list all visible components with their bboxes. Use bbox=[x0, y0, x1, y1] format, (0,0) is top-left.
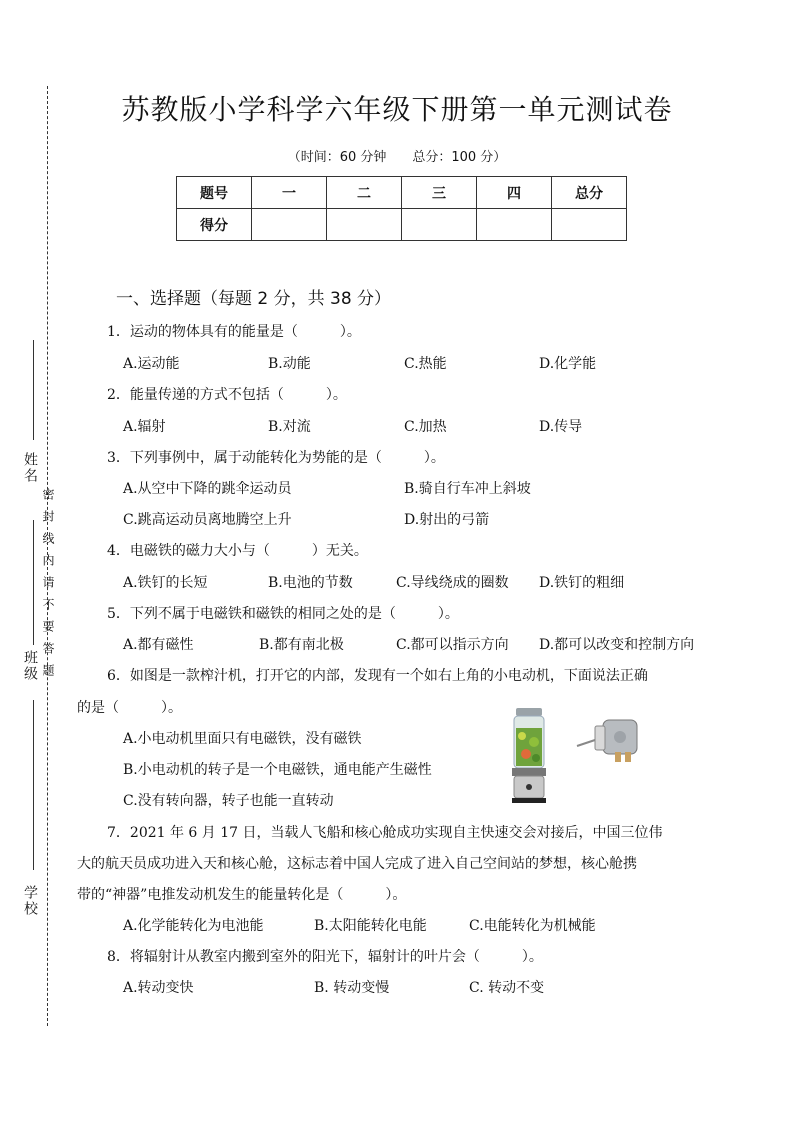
option-d: D.化学能 bbox=[539, 356, 597, 372]
score-table-header: 四 bbox=[477, 177, 552, 209]
question-7: 7．2021 年 6 月 17 日，当载人飞船和核心舱成功实现自主快速交会对接后，中国三位伟 bbox=[107, 825, 663, 841]
question-4: 4．电磁铁的磁力大小与（ ）无关。 bbox=[107, 543, 368, 559]
option-c: C.都可以指示方向 bbox=[396, 637, 509, 653]
score-table-score-row bbox=[177, 209, 627, 241]
question-6: 6．如图是一款榨汁机，打开它的内部，发现有一个如右上角的小电动机，下面说法正确 bbox=[107, 668, 648, 684]
option-a: A.运动能 bbox=[123, 356, 180, 372]
option-a: A.都有磁性 bbox=[123, 637, 194, 653]
score-table-header: 二 bbox=[327, 177, 402, 209]
question-6-cont: 的是（ ）。 bbox=[77, 700, 182, 716]
question-1: 1．运动的物体具有的能量是（ ）。 bbox=[107, 324, 361, 340]
option-c: C.跳高运动员离地腾空上升 bbox=[123, 512, 292, 528]
score-cell[interactable] bbox=[552, 209, 627, 241]
option-b: B.对流 bbox=[268, 419, 311, 435]
option-d: D.传导 bbox=[539, 419, 583, 435]
section-heading: 一、选择题（每题 2 分，共 38 分） bbox=[116, 289, 392, 309]
score-cell[interactable] bbox=[327, 209, 402, 241]
option-b: B.太阳能转化电能 bbox=[314, 918, 427, 934]
class-label: 班级 bbox=[22, 650, 38, 682]
question-3: 3．下列事例中，属于动能转化为势能的是（ ）。 bbox=[107, 450, 445, 466]
score-table-header: 总分 bbox=[552, 177, 627, 209]
option-b: B.骑自行车冲上斜坡 bbox=[404, 481, 531, 497]
name-label: 姓名 bbox=[22, 452, 38, 484]
score-cell[interactable] bbox=[477, 209, 552, 241]
option-a: A.铁钉的长短 bbox=[123, 575, 208, 591]
option-a: A.化学能转化为电池能 bbox=[123, 918, 264, 934]
school-field-line bbox=[33, 700, 34, 870]
score-row-label: 得分 bbox=[177, 209, 252, 241]
question-2: 2．能量传递的方式不包括（ ）。 bbox=[107, 387, 347, 403]
school-label: 学校 bbox=[22, 885, 38, 917]
option-b: B.电池的节数 bbox=[268, 575, 353, 591]
score-table-header: 三 bbox=[402, 177, 477, 209]
score-table-header: 题号 bbox=[177, 177, 252, 209]
juicer-image bbox=[504, 706, 554, 806]
option-a: A.小电动机里面只有电磁铁，没有磁铁 bbox=[123, 731, 362, 747]
score-table-header-row bbox=[177, 177, 627, 209]
option-c: C. 转动不变 bbox=[469, 980, 545, 996]
exam-info: （时间：60 分钟 总分：100 分） bbox=[287, 150, 507, 165]
option-b: B.小电动机的转子是一个电磁铁，通电能产生磁性 bbox=[123, 762, 432, 778]
option-b: B. 转动变慢 bbox=[314, 980, 390, 996]
score-table bbox=[176, 176, 627, 241]
option-d: D.射出的弓箭 bbox=[404, 512, 490, 528]
option-c: C.没有转向器，转子也能一直转动 bbox=[123, 793, 334, 809]
seal-line-notice: 密封线内请不要答题 bbox=[41, 488, 55, 686]
option-a: A.转动变快 bbox=[123, 980, 194, 996]
question-8: 8．将辐射计从教室内搬到室外的阳光下，辐射计的叶片会（ ）。 bbox=[107, 949, 543, 965]
option-c: C.热能 bbox=[404, 356, 447, 372]
option-b: B.都有南北极 bbox=[259, 637, 344, 653]
score-table-header: 一 bbox=[252, 177, 327, 209]
score-cell[interactable] bbox=[252, 209, 327, 241]
motor-image bbox=[575, 712, 645, 767]
class-field-line bbox=[33, 520, 34, 645]
option-b: B.动能 bbox=[268, 356, 311, 372]
option-d: D.铁钉的粗细 bbox=[539, 575, 625, 591]
option-c: C.电能转化为机械能 bbox=[469, 918, 596, 934]
option-a: A.辐射 bbox=[123, 419, 166, 435]
question-7-cont: 带的“神器”电推发动机发生的能量转化是（ ）。 bbox=[77, 887, 407, 903]
question-7-cont: 大的航天员成功进入天和核心舱，这标志着中国人完成了进入自己空间站的梦想，核心舱携 bbox=[77, 856, 637, 872]
option-c: C.导线绕成的圈数 bbox=[396, 575, 509, 591]
score-cell[interactable] bbox=[402, 209, 477, 241]
option-c: C.加热 bbox=[404, 419, 447, 435]
question-5: 5．下列不属于电磁铁和磁铁的相同之处的是（ ）。 bbox=[107, 606, 459, 622]
name-field-line bbox=[33, 340, 34, 440]
page-title: 苏教版小学科学六年级下册第一单元测试卷 bbox=[121, 93, 673, 126]
option-a: A.从空中下降的跳伞运动员 bbox=[123, 481, 292, 497]
option-d: D.都可以改变和控制方向 bbox=[539, 637, 695, 653]
